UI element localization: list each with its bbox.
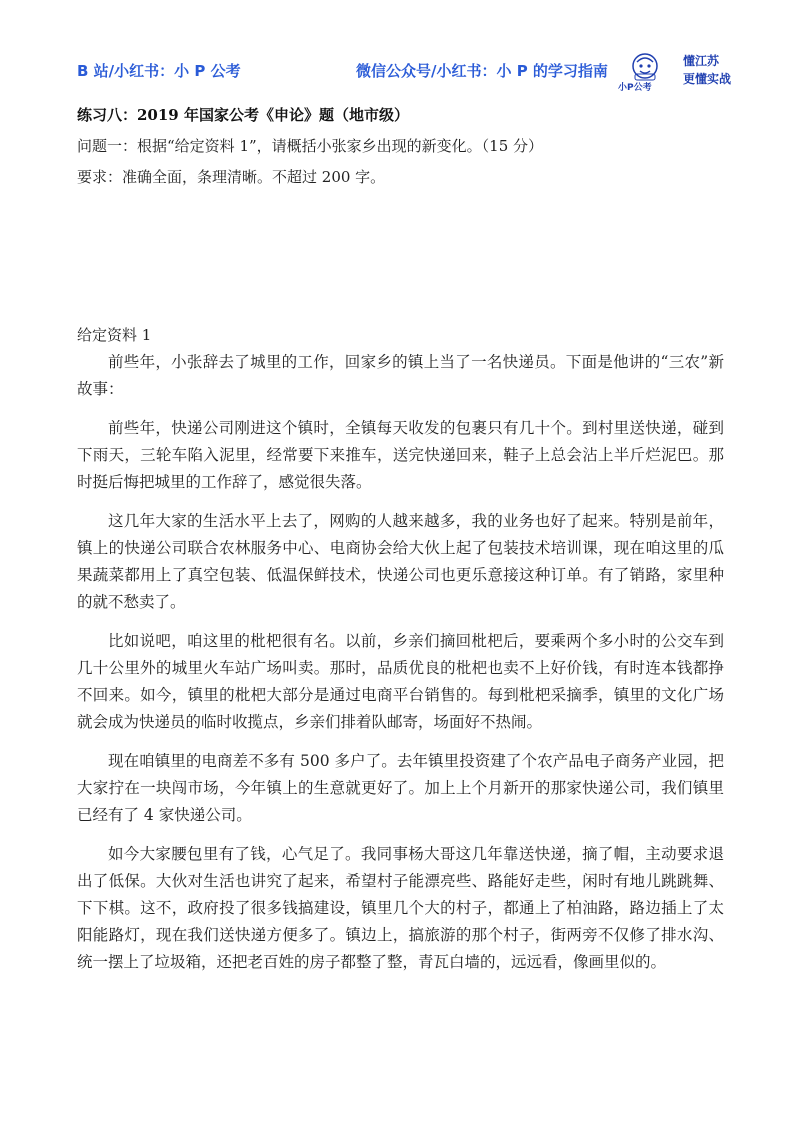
material-body [77, 349, 724, 976]
slogan-line-1: 懂江苏 [683, 54, 720, 68]
paragraph: 这几年大家的生活水平上去了，网购的人越来越多，我的业务也好了起来。特别是前年，镇上的快递公司联合农林服务中心、电商协会给大伙上起了包装技术培训课，现在咱这里的瓜果蔬菜都用上了真空包装、低温保鲜技术，快递公司也更乐意接这种订单。有了销路，家里种的就不愁卖了。 [77, 512, 724, 611]
exercise-title: 练习八：2019 年国家公考《申论》题（地市级） [77, 106, 409, 124]
paragraph: 如今大家腰包里有了钱，心气足了。我同事杨大哥这几年靠送快递，摘了帽，主动要求退出了低保。大伙对生活也讲究了起来，希望村子能漂亮些、路能好走些，闲时有地儿跳跳舞、下下棋。这不，政府投了很多钱搞建设，镇里几个大的村子，都通上了柏油路，路边插上了太阳能路灯，现在我们送快递方便多了。镇边上，搞旅游的那个村子，街两旁不仅修了排水沟、统一摆上了垃圾箱，还把老百姓的房子都整了整，青瓦白墙的，远远看，像画里似的。 [77, 845, 724, 971]
requirement-text: 要求：准确全面，条理清晰。不超过 200 字。 [77, 168, 386, 186]
header-left-text: B 站/小红书：小 P 公考 [77, 62, 241, 80]
question-text: 问题一：根据“给定资料 1”，请概括小张家乡出现的新变化。（15 分） [77, 137, 544, 155]
logo-caption: 小P公考 [618, 83, 652, 93]
paragraph: 前些年，快递公司刚进这个镇时，全镇每天收发的包裹只有几十个。到村里送快递，碰到下雨天，三轮车陷入泥里，经常要下来推车，送完快递回来，鞋子上总会沾上半斤烂泥巴。那时挺后悔把城里的工作辞了，感觉很失落。 [77, 419, 724, 491]
page-header [0, 0, 800, 93]
header-right-text: 微信公众号/小红书：小 P 的学习指南 [356, 62, 608, 80]
paragraph: 现在咱镇里的电商差不多有 500 多户了。去年镇里投资建了个农产品电子商务产业园，把大家拧在一块闯市场，今年镇上的生意就更好了。加上上个月新开的那家快递公司，我们镇里已经有了 4 家快递公司。 [77, 752, 724, 824]
paragraph: 前些年，小张辞去了城里的工作，回家乡的镇上当了一名快递员。下面是他讲的“三农”新故事： [77, 353, 724, 398]
paragraph: 比如说吧，咱这里的枇杷很有名。以前，乡亲们摘回枇杷后，要乘两个多小时的公交车到几十公里外的城里火车站广场叫卖。那时，品质优良的枇杷也卖不上好价钱，有时连本钱都挣不回来。如今，镇里的枇杷大部分是通过电商平台销售的。每到枇杷采摘季，镇里的文化广场就会成为快递员的临时收揽点，乡亲们排着队邮寄，场面好不热闹。 [77, 632, 724, 731]
slogan-line-2: 更懂实战 [683, 72, 732, 86]
slogan [683, 52, 731, 88]
material-title: 给定资料 1 [77, 326, 152, 344]
